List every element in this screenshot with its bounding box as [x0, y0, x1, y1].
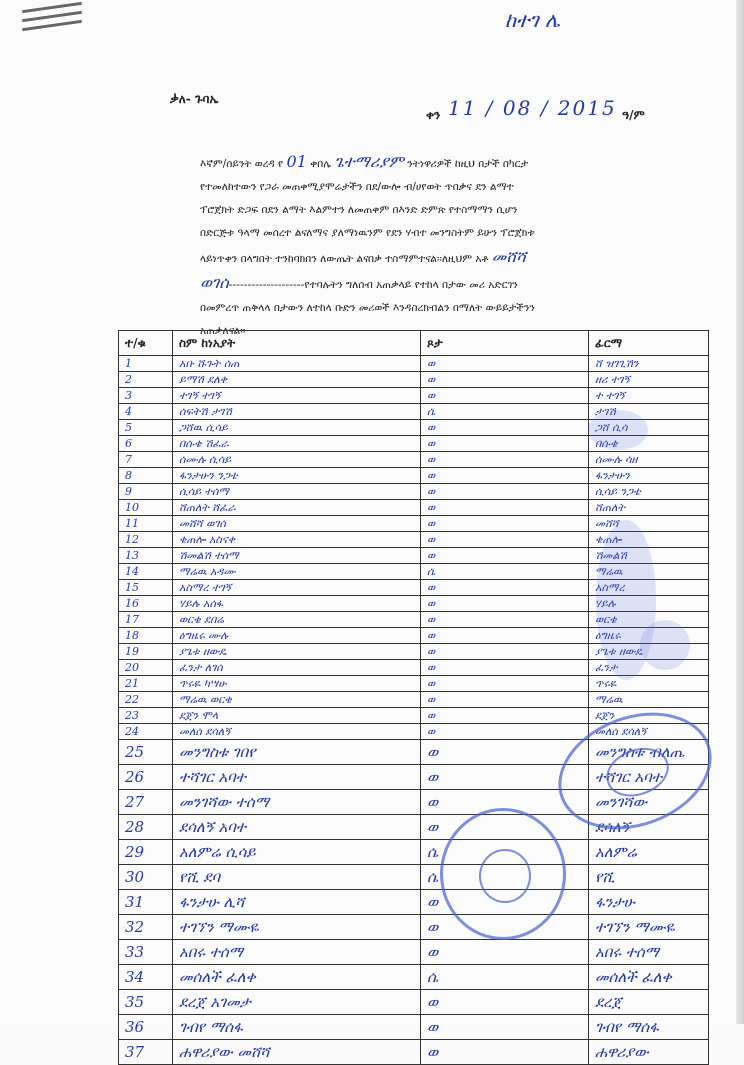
row-signature: ተሻገር አባተ — [589, 765, 709, 790]
row-sex: ወ — [421, 940, 589, 965]
row-number: 32 — [119, 915, 173, 940]
row-sex: ወ — [421, 516, 589, 532]
table-row — [119, 940, 709, 965]
row-signature: ማሬዉ — [589, 564, 709, 580]
row-signature: ዕግዜሩ — [589, 628, 709, 644]
row-full-name: ደሳለኝ አባተ — [173, 815, 421, 840]
ink-smudge — [640, 620, 690, 670]
row-number: 3 — [119, 388, 173, 404]
row-sex: ወ — [421, 644, 589, 660]
row-number: 6 — [119, 436, 173, 452]
row-sex: ሴ — [421, 865, 589, 890]
ink-smudge — [588, 410, 648, 450]
row-number: 7 — [119, 452, 173, 468]
row-full-name: ሐዋሪያው መሸሻ — [173, 1040, 421, 1065]
table-row — [119, 890, 709, 915]
row-full-name: አቡ ሹጉት ሰጠ — [173, 356, 421, 372]
row-signature: ቄጠሎ — [589, 532, 709, 548]
row-sex: ወ — [421, 452, 589, 468]
table-row — [119, 1015, 709, 1040]
table-header-row — [119, 331, 709, 356]
row-number: 21 — [119, 676, 173, 692]
row-number: 25 — [119, 740, 173, 765]
row-number: 4 — [119, 404, 173, 420]
row-signature: መንግስቱ ብለጤ — [589, 740, 709, 765]
row-number: 36 — [119, 1015, 173, 1040]
table-row — [119, 840, 709, 865]
row-number: 9 — [119, 484, 173, 500]
row-signature: መሰለች ፈለቀ — [589, 965, 709, 990]
row-number: 12 — [119, 532, 173, 548]
row-signature: የሺ — [589, 865, 709, 890]
row-signature: ጥሩዬ — [589, 676, 709, 692]
row-number: 5 — [119, 420, 173, 436]
header-sex: ጾታ — [421, 331, 589, 356]
row-full-name: ያጌቱ ዘውዴ — [173, 644, 421, 660]
row-full-name: አስማረ ተገኝ — [173, 580, 421, 596]
body-line-6: ወገሰ--------------------የተባሉትን ግለሰብ አጠቃላይ የተከላ በታው መሪ አድርገን — [200, 273, 518, 292]
row-full-name: ማሬዉ ወርቄ — [173, 692, 421, 708]
row-full-name: መሸሻ ወገሰ — [173, 516, 421, 532]
row-sex: ወ — [421, 596, 589, 612]
top-handwriting: ከተገ ሌ — [505, 8, 560, 32]
row-number: 1 — [119, 356, 173, 372]
row-sex: ወ — [421, 1040, 589, 1065]
row-full-name: ፈንታ ለገሰ — [173, 660, 421, 676]
row-full-name: ይማሽ ደለቀ — [173, 372, 421, 388]
row-full-name: ፋንታሁን ንጋቴ — [173, 468, 421, 484]
row-number: 27 — [119, 790, 173, 815]
row-signature: ሃይሉ — [589, 596, 709, 612]
table-row — [119, 388, 709, 404]
row-sex: ወ — [421, 468, 589, 484]
row-sex: ወ — [421, 1015, 589, 1040]
row-sex: ወ — [421, 990, 589, 1015]
row-full-name: ተገኝ ተገኝ — [173, 388, 421, 404]
row-signature: ሲሳይ ንጋቴ — [589, 484, 709, 500]
body-line-3: ፕሮጀክት ድጋፍ በደን ልማት እልምተን ለመጠቀም በእንድ ድምጽ የተስማማን ሲሆን — [200, 204, 518, 216]
row-number: 17 — [119, 612, 173, 628]
leader-last-name: ወገሰ — [200, 273, 229, 292]
row-sex: ሴ — [421, 404, 589, 420]
row-signature: ሰሙሉ ሳዘ — [589, 452, 709, 468]
row-number: 23 — [119, 708, 173, 724]
row-signature: ደሳለኝ — [589, 815, 709, 840]
row-sex: ወ — [421, 372, 589, 388]
row-sex: ወ — [421, 532, 589, 548]
row-sex: ወ — [421, 420, 589, 436]
row-number: 14 — [119, 564, 173, 580]
row-sex: ወ — [421, 890, 589, 915]
row-full-name: ማሬዉ አዳሙ — [173, 564, 421, 580]
official-stamp-center — [440, 808, 566, 940]
row-signature: ፈንታ — [589, 660, 709, 676]
body-line-8: አጠቃለናል፡፡ — [200, 325, 246, 337]
row-number: 16 — [119, 596, 173, 612]
row-full-name: ጥሩዬ ካሣሁ — [173, 676, 421, 692]
table-row — [119, 915, 709, 940]
row-signature: ጋሸ ሲሳ — [589, 420, 709, 436]
row-number: 22 — [119, 692, 173, 708]
page-edge-shadow — [736, 0, 744, 1024]
row-signature: ደረጀ — [589, 990, 709, 1015]
row-signature: ሐዋሪያው — [589, 1040, 709, 1065]
row-signature: አለምሬ — [589, 840, 709, 865]
row-sex: ሴ — [421, 840, 589, 865]
row-signature: ማሬዉ — [589, 692, 709, 708]
row-full-name: ሸጠለት ሸፈራ — [173, 500, 421, 516]
body-line-5: ላይነጥቀን በላግበት ተንከባክበን ለውጤት ልናበቃ ተስማምተናል፡፡ለዚህም አቶ መሸሻ — [200, 247, 527, 266]
row-full-name: አለምሬ ሲሳይ — [173, 840, 421, 865]
row-full-name: ወርቄ ደበሬ — [173, 612, 421, 628]
row-signature: ሸ ዝገጊሽን — [589, 356, 709, 372]
row-signature: ተ ተገኝ — [589, 388, 709, 404]
table-row — [119, 356, 709, 372]
row-full-name: ጋሸዉ ሲሳይ — [173, 420, 421, 436]
row-sex: ወ — [421, 436, 589, 452]
row-number: 28 — [119, 815, 173, 840]
table-row — [119, 468, 709, 484]
row-sex: ወ — [421, 676, 589, 692]
row-signature: አስማረ — [589, 580, 709, 596]
table-row — [119, 865, 709, 890]
row-number: 37 — [119, 1040, 173, 1065]
row-full-name: ተሻገር አባተ — [173, 765, 421, 790]
body-line-2: የተመለከተውን የጋራ መጠቀሚያሞሬታችን በደ/ውሎ ብ/ሀየወት ጥበቃና ደን ልማተ — [200, 181, 514, 193]
date-label: ቀን — [426, 108, 441, 122]
row-sex: ወ — [421, 765, 589, 790]
row-full-name: መንግስቱ ገበየ — [173, 740, 421, 765]
table-row — [119, 452, 709, 468]
row-sex: ወ — [421, 548, 589, 564]
header-number: ተ/ቁ — [119, 331, 173, 356]
row-signature: ተገኘን ማሙዬ — [589, 915, 709, 940]
row-number: 13 — [119, 548, 173, 564]
row-signature: ዘሪ ተገኝ — [589, 372, 709, 388]
body-line-7: በመምረጥ ጠቅላላ በታውን ለተከላ ቡድን መሪወች እንዳስረክብልን በማለት ውይይታችንን — [200, 302, 535, 314]
row-number: 11 — [119, 516, 173, 532]
table-row — [119, 1040, 709, 1065]
row-full-name: ቄጠሎ አስናቀ — [173, 532, 421, 548]
row-signature: በሱቄ — [589, 436, 709, 452]
table-body — [119, 356, 709, 1065]
row-number: 29 — [119, 840, 173, 865]
row-sex: ወ — [421, 580, 589, 596]
row-number: 19 — [119, 644, 173, 660]
row-number: 35 — [119, 990, 173, 1015]
row-sex: ወ — [421, 484, 589, 500]
row-number: 34 — [119, 965, 173, 990]
kebele-number: 01 — [286, 152, 307, 171]
row-signature: መንገሻው — [589, 790, 709, 815]
row-signature: መሸሻ — [589, 516, 709, 532]
row-number: 30 — [119, 865, 173, 890]
pen-scribble-mark — [22, 6, 82, 36]
row-full-name: አበሩ ተሰማ — [173, 940, 421, 965]
body-line-4: በድርጅቱ ዓላማ መሰረተ ልናለማና ያለማነዉንም የደን ሃብተ መንግስትም ይሁን ፕሮጀክቱ — [200, 227, 535, 239]
row-full-name: ደጀን ሞላ — [173, 708, 421, 724]
row-signature: ገብየ ማሰፋ — [589, 1015, 709, 1040]
row-sex: ሴ — [421, 564, 589, 580]
row-signature: ያጌቱ ዘውዴ — [589, 644, 709, 660]
row-signature: ወርቄ — [589, 612, 709, 628]
table-row — [119, 692, 709, 708]
row-number: 33 — [119, 940, 173, 965]
row-number: 15 — [119, 580, 173, 596]
kebele-name: ጌተማሪያም — [334, 152, 404, 171]
row-sex: ወ — [421, 740, 589, 765]
row-signature: ፋንታሁን — [589, 468, 709, 484]
row-full-name: መለሰ ደሳለኝ — [173, 724, 421, 740]
row-signature: ሽመልሽ — [589, 548, 709, 564]
row-full-name: ተገኘን ማሙዬ — [173, 915, 421, 940]
row-signature: ሸጠለት — [589, 500, 709, 516]
header-full-name: ስም ከነአያት — [173, 331, 421, 356]
table-row — [119, 484, 709, 500]
row-full-name: መንገሻው ተሰማ — [173, 790, 421, 815]
minutes-body — [200, 150, 640, 343]
row-number: 31 — [119, 890, 173, 915]
row-full-name: ሰፍትሽ ታገሽ — [173, 404, 421, 420]
row-number: 18 — [119, 628, 173, 644]
date-suffix: ዓ/ም — [622, 108, 645, 122]
row-sex: ወ — [421, 500, 589, 516]
row-signature: ፋንታሁ — [589, 890, 709, 915]
row-sex: ወ — [421, 660, 589, 676]
row-full-name: የሺ ደባ — [173, 865, 421, 890]
leader-first-name: መሸሻ — [491, 247, 527, 266]
row-sex: ወ — [421, 708, 589, 724]
table-row — [119, 372, 709, 388]
row-full-name: ገብየ ማሰፋ — [173, 1015, 421, 1040]
row-number: 2 — [119, 372, 173, 388]
row-sex: ወ — [421, 790, 589, 815]
table-row — [119, 990, 709, 1015]
row-number: 8 — [119, 468, 173, 484]
row-sex: ወ — [421, 815, 589, 840]
row-sex: ወ — [421, 612, 589, 628]
row-sex: ወ — [421, 628, 589, 644]
row-sex: ወ — [421, 692, 589, 708]
row-number: 26 — [119, 765, 173, 790]
row-signature: ደጀን — [589, 708, 709, 724]
row-number: 10 — [119, 500, 173, 516]
row-full-name: ፋንታሁ ሊሻ — [173, 890, 421, 915]
row-signature: ታገሽ — [589, 404, 709, 420]
row-sex: ወ — [421, 915, 589, 940]
row-number: 20 — [119, 660, 173, 676]
date-value: 11 / 08 / 2015 — [448, 96, 617, 120]
row-sex: ወ — [421, 388, 589, 404]
document-title: ቃለ- ጉባኤ — [170, 92, 219, 106]
header-signature: ፊርማ — [589, 331, 709, 356]
table-row — [119, 965, 709, 990]
row-full-name: ዕግዜሩ ሙሉ — [173, 628, 421, 644]
row-sex: ወ — [421, 356, 589, 372]
table-row — [119, 500, 709, 516]
row-sex: ወ — [421, 724, 589, 740]
row-full-name: ሽመልሽ ተሰማ — [173, 548, 421, 564]
row-full-name: ሲሳይ ተሰማ — [173, 484, 421, 500]
row-full-name: መሰለች ፈለቀ — [173, 965, 421, 990]
row-full-name: ሰሙሉ ሲሳይ — [173, 452, 421, 468]
row-full-name: ደረጀ አገመታ — [173, 990, 421, 1015]
row-signature: መለሰ ደሳለኝ — [589, 724, 709, 740]
row-full-name: ሃይሉ አሰፋ — [173, 596, 421, 612]
row-signature: አበሩ ተሰማ — [589, 940, 709, 965]
row-number: 24 — [119, 724, 173, 740]
body-line-1: እኛም/ሰይንት ወረዳ የ 01 ቀበሌ ጌተማሪያም ንትነዋሪዎች ከዚህ በታች በካርታ — [200, 152, 529, 171]
row-sex: ሴ — [421, 965, 589, 990]
row-full-name: በሱቄ ሽፈራ — [173, 436, 421, 452]
